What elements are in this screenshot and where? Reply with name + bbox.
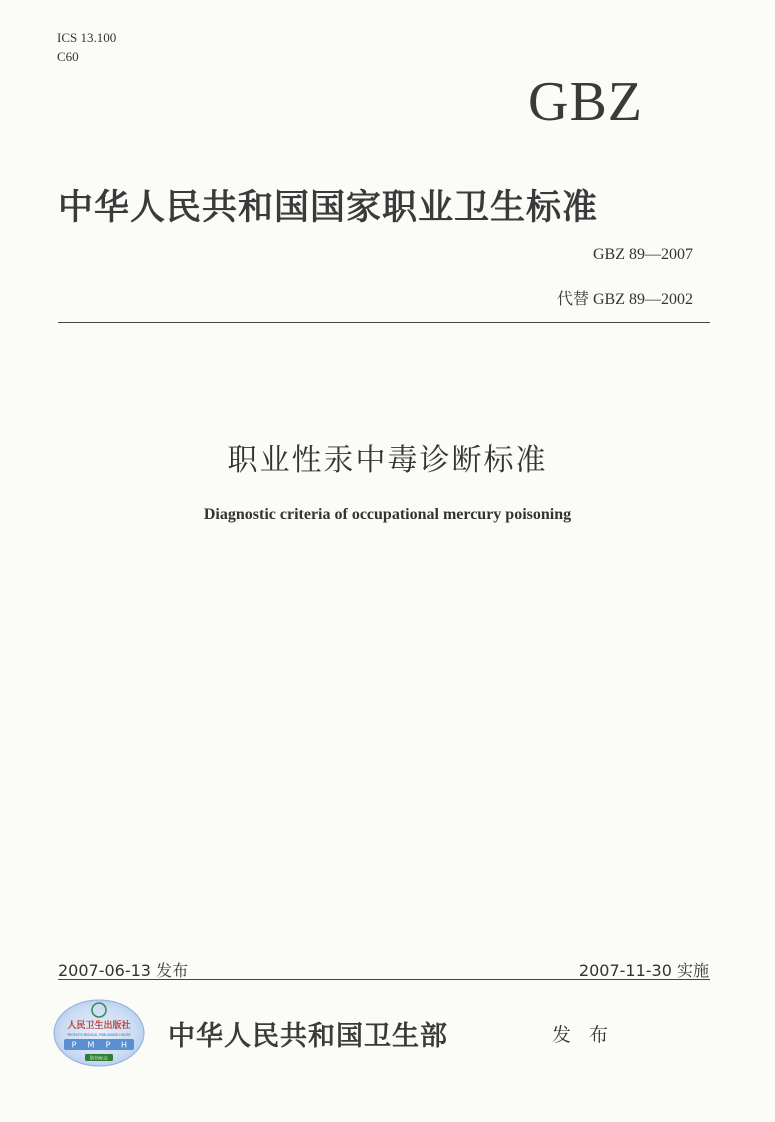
issue-date: 2007-06-13 发布 <box>58 961 189 980</box>
svg-text:H: H <box>120 1040 128 1050</box>
gbz-logo: GBZ <box>528 71 643 133</box>
svg-text:M: M <box>87 1040 95 1050</box>
svg-text:PEOPLE'S MEDICAL PUBLISHING HO: PEOPLE'S MEDICAL PUBLISHING HOUSE <box>67 1033 131 1037</box>
bottom-divider <box>58 979 710 980</box>
svg-text:人民卫生出版社: 人民卫生出版社 <box>67 1021 131 1031</box>
replaces-standard: 代替 GBZ 89—2002 <box>556 291 693 308</box>
svg-text:P: P <box>105 1040 111 1050</box>
svg-text:P: P <box>71 1040 77 1050</box>
issuing-ministry: 中华人民共和国卫生部 <box>168 1021 448 1052</box>
publish-label: 发 布 <box>552 1024 615 1046</box>
implementation-date: 2007-11-30 实施 <box>578 961 709 980</box>
publisher-hologram-stamp <box>52 998 146 1068</box>
national-standard-title: 中华人民共和国国家职业卫生标准 <box>58 187 599 228</box>
document-title-en: Diagnostic criteria of occupational mercury poisoning <box>203 506 572 523</box>
standard-number: GBZ 89—2007 <box>593 246 693 263</box>
svg-text:防伪标志: 防伪标志 <box>90 1056 108 1062</box>
document-title-cn: 职业性汞中毒诊断标准 <box>227 443 548 478</box>
class-code: C60 <box>57 49 79 64</box>
ics-block <box>57 28 116 66</box>
ics-code: ICS 13.100 <box>57 30 117 45</box>
top-divider <box>58 322 710 323</box>
